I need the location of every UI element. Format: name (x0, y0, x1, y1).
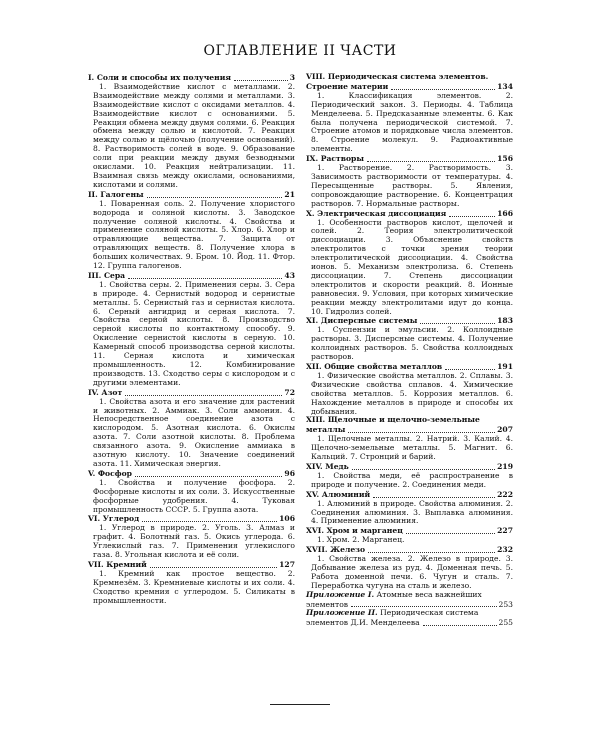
chapter-title: II. Галогены (88, 189, 144, 199)
toc-entry (306, 316, 513, 362)
page-number: 43 (284, 270, 295, 280)
page-number: 106 (279, 514, 295, 524)
page-number: 166 (497, 208, 513, 218)
chapter-title: металлы (306, 425, 346, 435)
chapter-title: VI. Углерод (88, 514, 140, 524)
dot-leader (147, 197, 283, 198)
chapter-contents: 1. Особенности растворов кислот, щелочей и солей. 2. Теория электролитической диссоциации. 3. Объяснение свойств электролитов с точки зрения теории электролитической диссоциации. 4. Свойства ионов. 5. Механизм электролиза. 6. Степень диссоциации. 7. Степень диссоциации электролитов и скорости реакций. 8. Ионные равновесия. 9. Условия, при которых химические реакции между электролитами идут до конца. 10. Гидролиз солей. (311, 217, 513, 316)
dot-leader (368, 552, 495, 553)
dot-leader (125, 395, 282, 396)
dot-leader (423, 625, 497, 626)
toc-right-column (306, 73, 513, 628)
chapter-title: III. Сера (88, 270, 126, 280)
page-number: 219 (497, 461, 513, 471)
chapter-title: XII. Общие свойства металлов (306, 362, 443, 371)
toc-entry (306, 462, 513, 490)
chapter-title: XIV. Медь (306, 461, 349, 471)
toc-entry (88, 514, 295, 560)
toc-entry (306, 416, 513, 462)
appendix-heading (306, 618, 513, 628)
chapter-title: IV. Азот (88, 387, 123, 397)
chapter-title: V. Фосфор (88, 468, 132, 478)
chapter-contents: 1. Физические свойства металлов. 2. Сплавы. 3. Физические свойства сплавов. 4. Химические свойства металлов. 5. Коррозия металлов. 6. Нахождение металлов в природе и способы их добывания. (311, 370, 513, 416)
chapter-contents: 1. Свойства и получение фосфора. 2. Фосфорные кислоты и их соли. 3. Искусственные фосфорные удобрения. 4. Туковая промышленность СССР. 5. Группа азота. (93, 477, 295, 514)
dot-leader (406, 533, 495, 534)
dot-leader (445, 369, 495, 370)
dot-leader (351, 606, 496, 607)
chapter-title: Строение материи (306, 81, 389, 91)
dot-leader (449, 216, 495, 217)
dot-leader (234, 80, 288, 81)
toc-entry (88, 560, 295, 606)
toc-entry (306, 209, 513, 317)
toc-entry (88, 190, 295, 271)
page-number: 222 (497, 489, 513, 499)
chapter-contents: 1. Свойства меди, её распространение в природе и получение. 2. Соединения меди. (311, 470, 513, 489)
page-number: 232 (497, 545, 513, 555)
chapter-contents: 1. Кремний как простое вещество. 2. Кремнезём. 3. Кремниевые кислоты и их соли. 4. Сходство кремния с углеродом. 5. Силикаты в промышленности. (93, 568, 295, 605)
dot-leader (367, 161, 495, 162)
page-number: 191 (497, 362, 513, 371)
page-number: 253 (498, 599, 513, 609)
toc-entry (306, 73, 513, 154)
page-number: 207 (497, 425, 513, 435)
dot-leader (420, 323, 495, 324)
chapter-contents: 1. Свойства серы. 2. Применения серы. 3. Сера в природе. 4. Сернистый водород и сернистые металлы. 5. Сернистый газ и сернистая кислота. 6. Серный ангидрид и серная кислота. 7. Свойства серной кислоты. 8. Производство серной кислоты по контактному способу. 9. Окисление сернистой кислоты в серную. 10. Камерный способ производства серной кислоты. 11. Серная кислота и химическая промышленность. 12. Комбинирование производств. 13. Сходство серы с кислородом и с другими элементами. (93, 279, 295, 387)
appendix-label: Приложение I. (306, 589, 375, 599)
dot-leader (142, 521, 277, 522)
dot-leader (352, 469, 495, 470)
toc-entry (88, 469, 295, 515)
page-number: 72 (284, 387, 295, 397)
dot-leader (135, 476, 282, 477)
toc-entry (306, 490, 513, 527)
page-number: 3 (289, 73, 295, 82)
chapter-contents: 1. Растворение. 2. Растворимость. 3. Зависимость растворимости от температуры. 4. Пересыщенные растворы. 5. Явления, сопровождающие растворение. 6. Концентрация растворов. 7. Нормальные растворы. (311, 163, 513, 208)
appendix-entry (306, 591, 513, 610)
toc-entry (306, 362, 513, 416)
toc-entry (88, 271, 295, 388)
page-number: 134 (497, 81, 513, 91)
page-number: 21 (284, 189, 295, 199)
appendix-title: элементов Д.И. Менделеева (306, 618, 420, 628)
appendix-entry (306, 609, 513, 628)
appendix-label: Приложение II. (306, 608, 378, 618)
appendix-text: Атомные веса важнейших (376, 589, 482, 599)
chapter-contents: 1. Алюминий в природе. Свойства алюминия. 2. Соединения алюминия. 3. Выплавка алюминия. 4. Применение алюминия. (311, 498, 513, 526)
chapter-title: XVI. Хром и марганец (306, 526, 403, 536)
toc-entry (306, 545, 513, 591)
toc-entry (306, 526, 513, 545)
page-number: 96 (284, 468, 295, 478)
chapter-title: XVII. Железо (306, 545, 366, 555)
chapter-contents: 1. Свойства азота и его значение для растений и животных. 2. Аммиак. 3. Соли аммония. 4. Непосредственное соединение азота с кислородом. 5. Азотная кислота. 6. Окислы азота. 7. Соли азотной кислоты. 8. Проблема связанного азота. 9. Окисление аммиака в азотную кислоту. 10. Значение соединений азота. 11. Химическая энергия. (93, 396, 295, 468)
chapter-title: XI. Дисперсные системы (306, 316, 418, 326)
chapter-title: IX. Растворы (306, 154, 364, 164)
chapter-contents: 1. Суспензии и эмульсии. 2. Коллоидные растворы. 3. Дисперсные системы. 4. Получение коллоидных растворов. 5. Свойства коллоидных растворов. (311, 325, 513, 362)
dot-leader (373, 497, 495, 498)
chapter-title: I. Соли и способы их получения (88, 73, 231, 82)
page-number: 227 (497, 526, 513, 536)
chapter-contents: 1. Щелочные металлы. 2. Натрий. 3. Калий. 4. Щелочно-земельные металлы. 5. Магнит. 6. Кальций. 7. Стронций и барий. (311, 434, 513, 462)
dot-leader (150, 567, 277, 568)
toc-entry-heading (306, 209, 513, 219)
toc-left-column (88, 73, 295, 605)
appendix-text: Периодическая система (380, 608, 479, 618)
toc-entry (306, 154, 513, 208)
chapter-contents: 1. Взаимодействие кислот с металлами. 2. Взаимодействие между солями и металлами. 3. Взаимодействие кислот с оксидами металлов. 4. Взаимодействие кислот с основаниями. 5. Реакция обмена между двумя солями. 6. Реакция обмена между солью и кислотой. 7. Реакция между солью и щёлочью (получение оснований). 8. Растворимость солей в воде. 9. Образование соли при реакции между двумя безводными окислами. 10. Реакция нейтрализации. 11. Взаимная связь между окислами, основаниями, кислотами и солями. (93, 81, 295, 189)
chapter-contents: 1. Поваренная соль. 2. Получение хлористого водорода и соляной кислоты. 3. Заводское получение соляной кислоты. 4. Свойства и применение соляной кислоты. 5. Хлор. 6. Хлор и отравляющие вещества. 7. Защита от отравляющих веществ. 8. Получение хлора в больших количествах. 9. Бром. 10. Йод. 11. Фтор. 12. Группа галогенов. (93, 198, 295, 271)
chapter-title: VII. Кремний (88, 559, 147, 569)
page-title: ОГЛАВЛЕНИЕ II ЧАСТИ (203, 43, 397, 59)
chapter-title-line: VIII. Периодическая система элементов. (306, 72, 489, 81)
toc-entry (88, 73, 295, 190)
dot-leader (128, 278, 282, 279)
toc-entry (88, 388, 295, 469)
page-number: 183 (497, 316, 513, 326)
chapter-contents: 1. Углерод в природе. 2. Уголь. 3. Алмаз и графит. 4. Болотный газ. 5. Окись углерода. 6. Углекислый газ. 7. Применения углекислого газа. 8. Угольная кислота и её соли. (93, 523, 295, 560)
chapter-contents: 1. Свойства железа. 2. Железо в природе. 3. Добывание железа из руд. 4. Доменная печь. 5. Работа доменной печи. 6. Чугун и сталь. 7. Переработка чугуна на сталь и железо. (311, 554, 513, 590)
page-number: 127 (279, 559, 295, 569)
chapter-title: XV. Алюминий (306, 489, 371, 499)
dot-leader (391, 89, 495, 90)
dot-leader (348, 432, 495, 433)
chapter-contents: 1. Хром. 2. Марганец. (317, 535, 405, 545)
appendix-title-line (306, 591, 513, 600)
page-number: 255 (498, 618, 513, 628)
chapter-title-line: XIII. Щелочные и щелочно-земельные (306, 415, 480, 425)
page-number: 156 (497, 154, 513, 164)
chapter-contents: 1. Классификация элементов. 2. Периодический закон. 3. Периоды. 4. Таблица Менделеева. 5. Предсказанные элементы. 6. Как была получена периодической системой. 7. Строение атомов и порядковые числа элементов. 8. Строение молекул. 9. Радиоактивные элементы. (311, 90, 513, 154)
appendix-title-line (306, 609, 513, 618)
footer-rule (270, 704, 330, 705)
appendix-title: элементов (306, 599, 349, 609)
chapter-title: X. Электрическая диссоциация (306, 208, 447, 218)
